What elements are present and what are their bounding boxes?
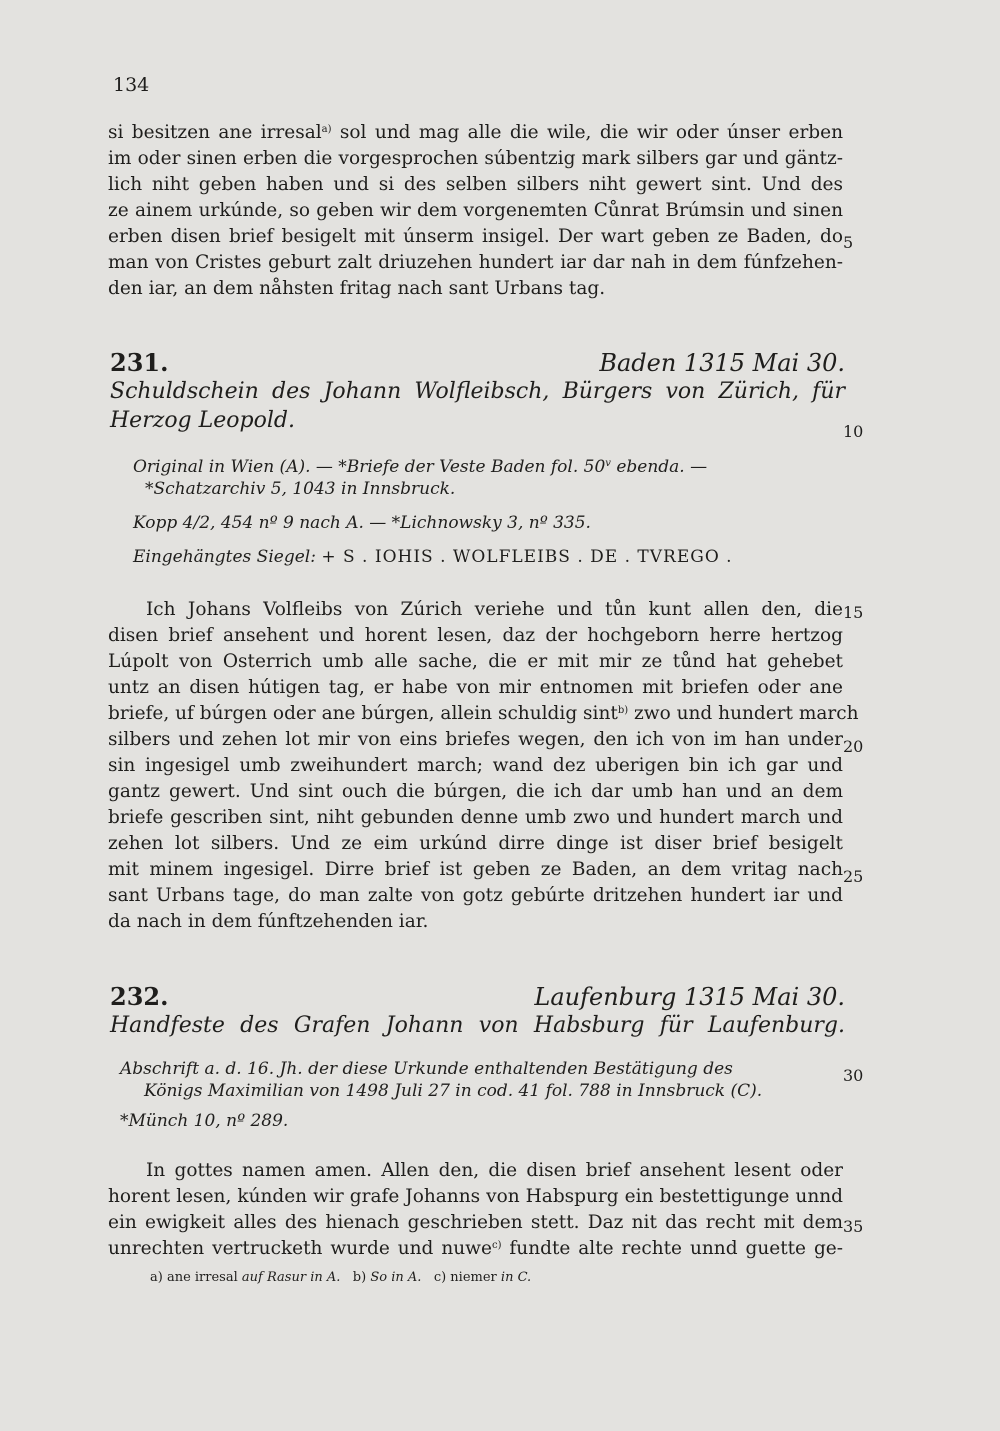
intro-text <box>108 120 843 302</box>
text-line: briefe gescriben sint, niht gebunden denne umb zwo und hundert march und <box>108 807 843 828</box>
text-line: man von Cristes geburt zalt driuzehen hundert iar dar nah in dem fúnfzehen- <box>108 252 843 273</box>
text-line: sin ingesigel umb zweihundert march; wand dez uberigen bin ich gar und <box>108 755 843 776</box>
doc232-number: 232. <box>110 982 169 1011</box>
text-line: horent lesen, kúnden wir grafe Johanns von Habspurg ein bestettigunge unnd <box>108 1186 843 1207</box>
text-line: silbers und zehen lot mir von eins briefes wegen, den ich von im han under <box>108 729 843 750</box>
margin-line-number: 25 <box>843 867 864 886</box>
text-line: da nach in dem fúnftzehenden iar. <box>108 911 429 932</box>
margin-line-number: 30 <box>843 1066 864 1085</box>
doc232-sources <box>120 1058 762 1132</box>
text-line: Ich Johans Volfleibs von Zúrich veriehe und tůn kunt allen den, die <box>146 599 843 620</box>
doc231-title: Herzog Leopold. <box>110 408 295 433</box>
text-line: ein ewigkeit alles des hienach geschrieben stett. Daz nit das recht mit dem <box>108 1212 843 1233</box>
text-line: gantz gewert. Und sint ouch die búrgen, die ich dar umb han und an dem <box>108 781 843 802</box>
text-line: zehen lot silbers. Und ze eim urkúnd dirre dinge ist diser brief besigelt <box>108 833 843 854</box>
doc232-title: Handfeste des Grafen Johann von Habsburg für Laufenburg. <box>110 1013 845 1038</box>
doc232-text <box>108 1158 843 1262</box>
text-line: erben disen brief besigelt mit únserm insigel. Der wart geben ze Baden, do <box>108 226 843 247</box>
text-line: si besitzen ane irresal$^{a)}$ sol und mag alle die wile, die wir oder únser erben <box>108 122 843 143</box>
page-number: 134 <box>113 74 150 96</box>
literature-line: *Münch 10, nº 289. <box>120 1111 289 1131</box>
doc231-heading <box>110 348 845 435</box>
doc231-number: 231. <box>110 348 169 377</box>
margin-line-number: 10 <box>843 422 864 441</box>
seal-line: Eingehängtes Siegel: + S . IOHIS . WOLFLEIBS . DE . TVREGO . <box>133 547 733 567</box>
footnote-mark: b) <box>617 705 629 716</box>
text-line: disen brief ansehent und horent lesen, daz der hochgeborn herre hertzog <box>108 625 843 646</box>
doc231-sources <box>133 456 733 568</box>
text-line: unrechten vertrucketh wurde und nuwe$^{c)}$ fundte alte rechte unnd guette ge- <box>108 1238 843 1259</box>
text-line: briefe, uf búrgen oder ane búrgen, allein schuldig sint$^{b)}$ zwo und hundert march <box>108 703 859 724</box>
footnote-mark: a) <box>321 124 332 135</box>
doc232-heading <box>110 982 845 1040</box>
text-line: In gottes namen amen. Allen den, die disen brief ansehent lesent oder <box>146 1160 843 1181</box>
text-line: im oder sinen erben die vorgesprochen súbentzig mark silbers gar und gäntz- <box>108 148 843 169</box>
footnotes: a) ane irresal auf Rasur in A. b) So in A. c) niemer in C. <box>150 1270 532 1285</box>
footnote-mark: c) <box>491 1240 502 1251</box>
text-line: Lúpolt von Osterrich umb alle sache, die er mit mir ze tůnd hat gehebet <box>108 651 843 672</box>
text-line: den iar, an dem nåhsten fritag nach sant Urbans tag. <box>108 278 606 299</box>
doc231-place-date: Baden 1315 Mai 30. <box>599 349 845 377</box>
text-line: ze ainem urkúnde, so geben wir dem vorgenemten Cůnrat Brúmsin und sinen <box>108 200 843 221</box>
source-line: Königs Maximilian von 1498 Juli 27 in cod. 41 fol. 788 in Innsbruck (C). <box>144 1081 763 1101</box>
source-line: Original in Wien (A). — *Briefe der Veste Baden fol. 50$^v$ ebenda. — <box>133 457 708 477</box>
text-line: untz an disen hútigen tag, er habe von mir entnomen mit briefen oder ane <box>108 677 843 698</box>
literature-line: Kopp 4/2, 454 nº 9 nach A. — *Lichnowsky 3, nº 335. <box>133 513 591 533</box>
source-line: *Schatzarchiv 5, 1043 in Innsbruck. <box>145 479 456 499</box>
text-line: mit minem ingesigel. Dirre brief ist geben ze Baden, an dem vritag nach <box>108 859 843 880</box>
margin-line-number: 35 <box>843 1217 864 1236</box>
margin-line-number: 20 <box>843 737 864 756</box>
margin-line-number: 5 <box>843 233 854 252</box>
source-line: Abschrift a. d. 16. Jh. der diese Urkunde enthaltenden Bestätigung des <box>120 1059 733 1079</box>
margin-line-number: 15 <box>843 603 864 622</box>
text-line: lich niht geben haben und si des selben silbers niht gewert sint. Und des <box>108 174 843 195</box>
text-line: sant Urbans tage, do man zalte von gotz gebúrte dritzehen hundert iar und <box>108 885 843 906</box>
doc232-place-date: Laufenburg 1315 Mai 30. <box>534 983 845 1011</box>
seal-inscription: + S . IOHIS . WOLFLEIBS . DE . TVREGO . <box>321 547 733 567</box>
doc231-title: Schuldschein des Johann Wolfleibsch, Bürgers von Zürich, für <box>110 379 845 404</box>
